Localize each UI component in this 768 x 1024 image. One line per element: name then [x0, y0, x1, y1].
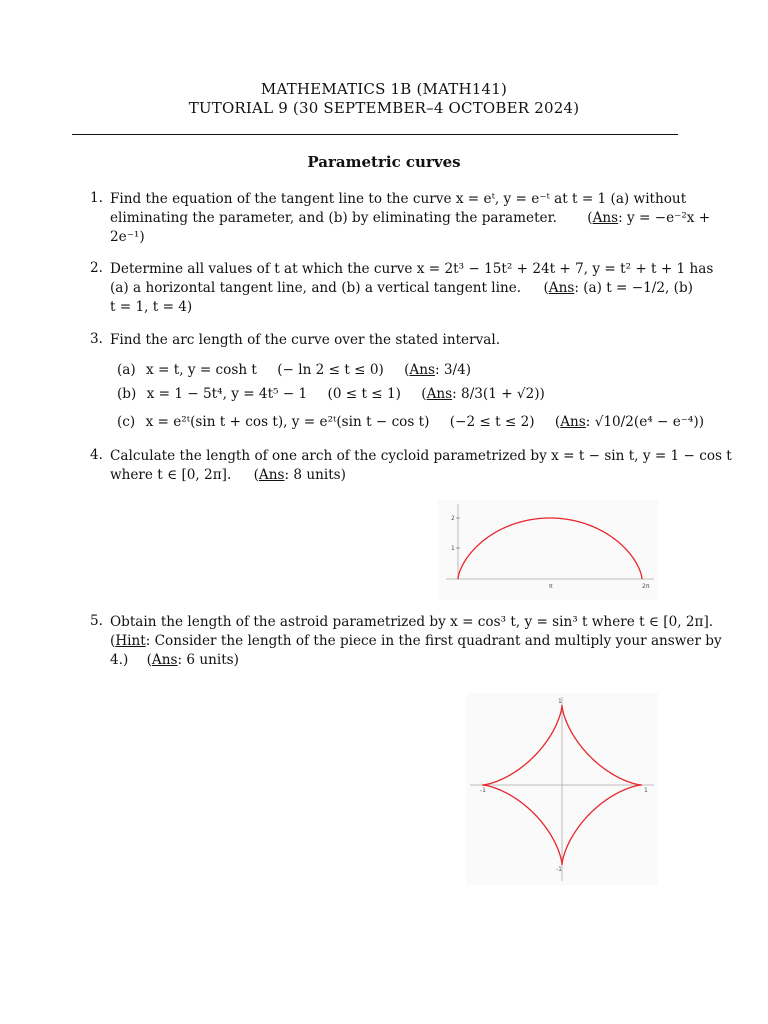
q5-line2: (Hint: Consider the length of the piece in the first quadrant and multiply your answer by — [110, 633, 722, 649]
q2-line2: (a) a horizontal tangent line, and (b) a vertical tangent line. (Ans: (a) t = −1/2, (b) — [110, 280, 693, 296]
q1-line2-text: eliminating the parameter, and (b) by eliminating the parameter. — [110, 210, 557, 226]
q2-line1: Determine all values of t at which the curve x = 2t³ − 15t² + 24t + 7, y = t² + t + 1 has — [110, 261, 714, 277]
q3-line1: Find the arc length of the curve over the stated interval. — [110, 332, 501, 348]
q2-line2-text: (a) a horizontal tangent line, and (b) a vertical tangent line. — [110, 280, 522, 296]
q5-ans: : 6 units) — [177, 652, 239, 668]
astroid-figure — [466, 693, 658, 885]
q3-part-c-label: (c) — [117, 414, 136, 430]
q1-line1: Find the equation of the tangent line to the curve x = eᵗ, y = e⁻ᵗ at t = 1 (a) without — [110, 191, 687, 207]
q3-part-b-ans: : 8/3(1 + √2)) — [452, 386, 545, 402]
q3-part-b-expr: x = 1 − 5t⁴, y = 4t⁵ − 1 — [146, 386, 308, 402]
astroid-tick-label-left: -1 — [480, 787, 486, 794]
q3-part-c-interval: (−2 ≤ t ≤ 2) — [449, 414, 535, 430]
q1-ans: : y = −e⁻²x + — [618, 210, 711, 226]
q3-part-a-ans: : 3/4) — [434, 362, 472, 378]
q2-ans: : (a) t = −1/2, (b) — [574, 280, 693, 296]
q3-part-b-interval: (0 ≤ t ≤ 1) — [327, 386, 401, 402]
q4-line2-text: where t ∈ [0, 2π]. — [110, 467, 232, 483]
q3-part-b-ans-label: Ans — [426, 386, 453, 402]
astroid-tick-label-top: 1 — [558, 698, 562, 705]
q4-line2: where t ∈ [0, 2π]. (Ans: 8 units) — [110, 467, 346, 483]
q4-line1: Calculate the length of one arch of the cycloid parametrized by x = t − sin t, y = 1 − cos t — [110, 448, 732, 464]
q3-part-c: (c) x = e²ᵗ(sin t + cos t), y = e²ᵗ(sin t − cos t) (−2 ≤ t ≤ 2) (Ans: √10/2(e⁴ − e⁻⁴)) — [117, 414, 704, 430]
q1-ans-label: Ans — [592, 210, 619, 226]
cycloid-ytick-label-2: 2 — [451, 515, 455, 522]
q2-number: 2. — [90, 260, 103, 276]
cycloid-background — [438, 500, 658, 600]
q5-line1: Obtain the length of the astroid parametrized by x = cos³ t, y = sin³ t where t ∈ [0, 2π]. — [110, 614, 714, 630]
q3-part-c-ans-label: Ans — [560, 414, 586, 430]
q3-part-a: (a) x = t, y = cosh t (− ln 2 ≤ t ≤ 0) (Ans: 3/4) — [117, 362, 472, 378]
astroid-tick-label-right: 1 — [644, 787, 648, 794]
q3-part-c-ans: : √10/2(e⁴ − e⁻⁴)) — [585, 414, 704, 430]
q5-ans-label: Ans — [151, 652, 178, 668]
q5-line3-text: 4.) — [110, 652, 129, 668]
cycloid-figure — [438, 500, 658, 600]
cycloid-xtick-label-pi: π — [549, 583, 553, 590]
q3-part-a-expr: x = t, y = cosh t — [146, 362, 257, 378]
q1-number: 1. — [90, 190, 103, 206]
q3-part-a-label: (a) — [117, 362, 136, 378]
q5-hint-text: : Consider the length of the piece in the first quadrant and multiply your answer by — [145, 633, 722, 649]
q4-number: 4. — [90, 447, 103, 463]
cycloid-xtick-label-2pi: 2π — [642, 583, 650, 590]
course-title: MATHEMATICS 1B (MATH141) — [260, 80, 508, 98]
q5-hint-label: Hint — [115, 633, 146, 649]
q3-part-a-ans-label: Ans — [409, 362, 435, 378]
q4-ans: : 8 units) — [284, 467, 346, 483]
astroid-tick-label-bottom: -1 — [556, 866, 562, 873]
q2-line3: t = 1, t = 4) — [110, 299, 193, 315]
q2-ans-label: Ans — [548, 280, 575, 296]
q4-ans-label: Ans — [258, 467, 285, 483]
q3-part-a-interval: (− ln 2 ≤ t ≤ 0) — [277, 362, 384, 378]
q5-number: 5. — [90, 613, 103, 629]
q5-line3: 4.) (Ans: 6 units) — [110, 652, 239, 668]
q3-part-b: (b) x = 1 − 5t⁴, y = 4t⁵ − 1 (0 ≤ t ≤ 1) (Ans: 8/3(1 + √2)) — [117, 386, 545, 402]
cycloid-ytick-label-1: 1 — [451, 545, 455, 552]
q3-part-c-expr: x = e²ᵗ(sin t + cos t), y = e²ᵗ(sin t − cos t) — [145, 414, 430, 430]
q3-part-b-label: (b) — [117, 386, 137, 402]
q3-number: 3. — [90, 331, 103, 347]
header-rule — [72, 134, 678, 135]
q1-line3: 2e⁻¹) — [110, 229, 145, 245]
q1-line2: eliminating the parameter, and (b) by eliminating the parameter. (Ans: y = −e⁻²x + — [110, 210, 711, 226]
section-title: Parametric curves — [307, 153, 461, 171]
tutorial-title: TUTORIAL 9 (30 SEPTEMBER–4 OCTOBER 2024) — [188, 99, 580, 117]
